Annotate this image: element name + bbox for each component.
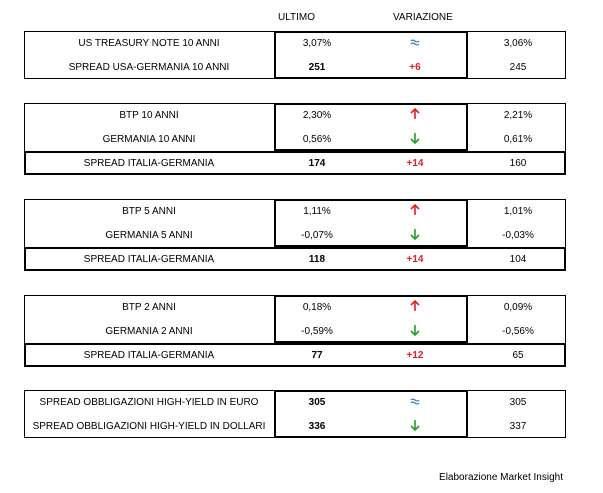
approx-equal-icon — [410, 38, 420, 49]
last-value: -0,59% — [301, 325, 333, 337]
previous-value: 1,01% — [503, 205, 533, 217]
last-value: 336 — [308, 420, 326, 432]
row-label: GERMANIA 10 ANNI — [102, 133, 196, 145]
row-label: SPREAD OBBLIGAZIONI HIGH-YIELD IN DOLLARI — [32, 420, 266, 432]
last-value: 3,07% — [302, 37, 332, 49]
change-value: +14 — [406, 253, 424, 265]
arrow-down-icon — [410, 419, 420, 434]
table-row — [24, 199, 566, 223]
change-value: +14 — [406, 157, 424, 169]
table-block — [24, 295, 566, 367]
change-value: +6 — [409, 61, 421, 73]
last-value: 2,30% — [302, 109, 332, 121]
table-block — [24, 390, 566, 438]
table-row — [24, 55, 566, 79]
previous-value: 3,06% — [503, 37, 533, 49]
last-value: 174 — [308, 157, 326, 169]
previous-value: 2,21% — [503, 109, 533, 121]
previous-value: 0,09% — [503, 301, 533, 313]
table-row — [24, 103, 566, 127]
last-value: 0,18% — [302, 301, 332, 313]
table-row — [24, 343, 566, 367]
table-row — [24, 223, 566, 247]
row-label: SPREAD ITALIA-GERMANIA — [83, 349, 215, 361]
previous-value: 104 — [509, 253, 527, 265]
table-row — [24, 151, 566, 175]
previous-value: 245 — [509, 61, 527, 73]
approx-equal-icon — [410, 397, 420, 408]
arrow-down-icon — [410, 132, 420, 147]
row-label: BTP 10 ANNI — [119, 109, 179, 121]
table-row — [24, 390, 566, 414]
table-block — [24, 199, 566, 271]
table-row — [24, 31, 566, 55]
row-label: US TREASURY NOTE 10 ANNI — [78, 37, 220, 49]
last-value: 0,56% — [302, 133, 332, 145]
arrow-up-icon — [410, 300, 420, 315]
previous-value: 337 — [509, 420, 527, 432]
last-value: 305 — [308, 396, 326, 408]
last-value: 118 — [308, 253, 326, 265]
row-label: GERMANIA 2 ANNI — [105, 325, 193, 337]
previous-value: 65 — [512, 349, 524, 361]
arrow-down-icon — [410, 228, 420, 243]
previous-value: 0,61% — [503, 133, 533, 145]
row-label: SPREAD ITALIA-GERMANIA — [83, 157, 215, 169]
table-row — [24, 414, 566, 438]
table-row — [24, 247, 566, 271]
table-row — [24, 127, 566, 151]
source-note: Elaborazione Market Insight — [439, 472, 563, 483]
table-row — [24, 295, 566, 319]
last-value: -0,07% — [301, 229, 333, 241]
previous-value: -0,56% — [502, 325, 534, 337]
last-value: 1,11% — [303, 205, 331, 217]
arrow-up-icon — [410, 108, 420, 123]
last-value: 77 — [311, 349, 323, 361]
table-block — [24, 31, 566, 79]
header-change: VARIAZIONE — [393, 12, 453, 23]
row-label: SPREAD ITALIA-GERMANIA — [83, 253, 215, 265]
table-block — [24, 103, 566, 175]
previous-value: -0,03% — [502, 229, 534, 241]
row-label: SPREAD OBBLIGAZIONI HIGH-YIELD IN EURO — [39, 396, 259, 408]
previous-value: 305 — [509, 396, 527, 408]
table-row — [24, 319, 566, 343]
row-label: GERMANIA 5 ANNI — [105, 229, 193, 241]
row-label: SPREAD USA-GERMANIA 10 ANNI — [68, 61, 230, 73]
header-last: ULTIMO — [278, 12, 316, 23]
row-label: BTP 5 ANNI — [122, 205, 176, 217]
row-label: BTP 2 ANNI — [122, 301, 176, 313]
arrow-down-icon — [410, 324, 420, 339]
last-value: 251 — [308, 61, 326, 73]
previous-value: 160 — [509, 157, 527, 169]
change-value: +12 — [406, 349, 424, 361]
arrow-up-icon — [410, 204, 420, 219]
